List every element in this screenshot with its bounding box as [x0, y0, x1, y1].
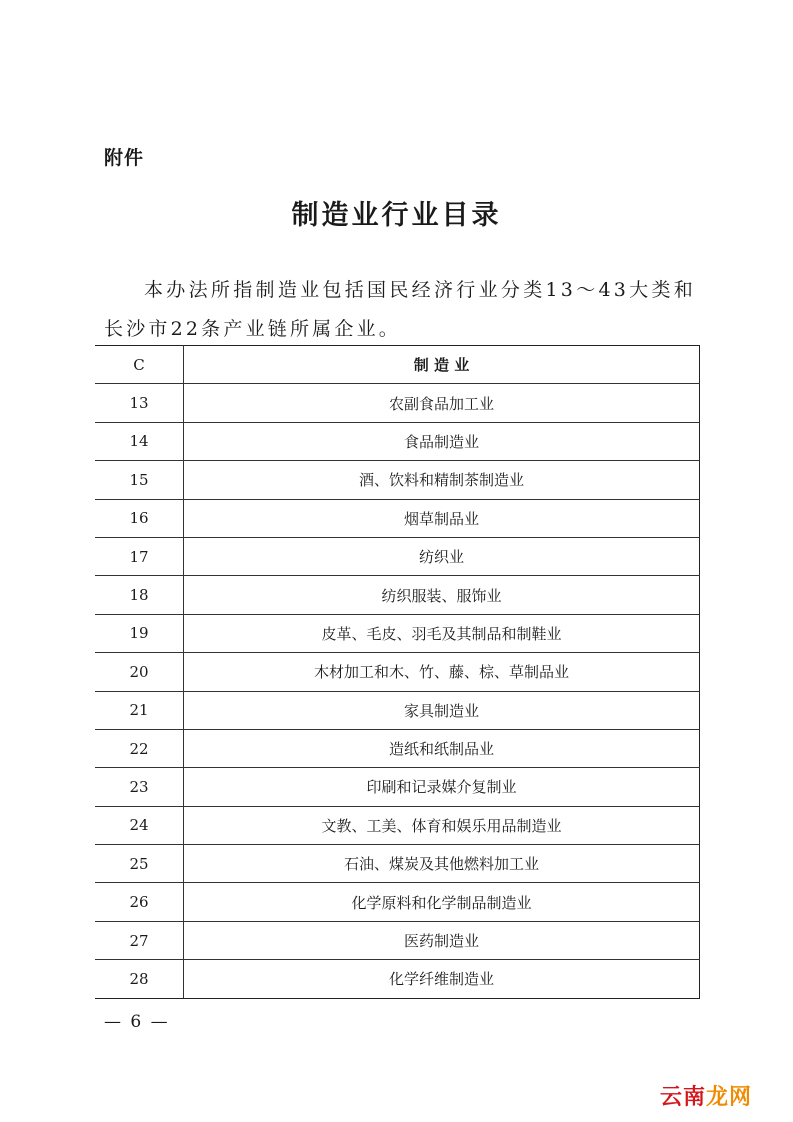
table-row	[95, 422, 700, 460]
table-row	[95, 461, 700, 499]
industry-name-cell: 造纸和纸制品业	[184, 729, 700, 767]
table-row	[95, 883, 700, 921]
table-row	[95, 768, 700, 806]
table-header-row	[95, 346, 700, 384]
industry-code-cell: 14	[95, 422, 184, 460]
industry-catalog-table	[95, 345, 700, 999]
industry-name-cell: 烟草制品业	[184, 499, 700, 537]
industry-name-cell: 酒、饮料和精制茶制造业	[184, 461, 700, 499]
industry-code-cell: 24	[95, 806, 184, 844]
industry-code-cell: 15	[95, 461, 184, 499]
table-row	[95, 729, 700, 767]
table-row	[95, 653, 700, 691]
industry-name-cell: 文教、工美、体育和娱乐用品制造业	[184, 806, 700, 844]
intro-paragraph: 本办法所指制造业包括国民经济行业分类13～43大类和长沙市22条产业链所属企业。	[104, 279, 696, 340]
industry-name-cell: 纺织服装、服饰业	[184, 576, 700, 614]
industry-name-cell: 化学原料和化学制品制造业	[184, 883, 700, 921]
table-row	[95, 691, 700, 729]
industry-code-cell: 23	[95, 768, 184, 806]
industry-code-cell: 13	[95, 384, 184, 422]
industry-code-cell: 27	[95, 921, 184, 959]
industry-name-cell: 皮革、毛皮、羽毛及其制品和制鞋业	[184, 614, 700, 652]
table-row	[95, 384, 700, 422]
header-code-cell: C	[95, 346, 184, 384]
industry-name-cell: 木材加工和木、竹、藤、棕、草制品业	[184, 653, 700, 691]
industry-code-cell: 20	[95, 653, 184, 691]
watermark-logo	[660, 1080, 752, 1111]
industry-name-cell: 农副食品加工业	[184, 384, 700, 422]
header-name-cell: 制 造 业	[184, 346, 700, 384]
industry-code-cell: 17	[95, 537, 184, 575]
industry-code-cell: 25	[95, 845, 184, 883]
industry-name-cell: 纺织业	[184, 537, 700, 575]
industry-code-cell: 26	[95, 883, 184, 921]
watermark-text-part1: 云南	[660, 1085, 707, 1110]
table-row	[95, 806, 700, 844]
page-number: — 6 —	[104, 1012, 170, 1032]
table-row	[95, 499, 700, 537]
industry-code-cell: 21	[95, 691, 184, 729]
industry-name-cell: 化学纤维制造业	[184, 960, 700, 998]
attachment-label: 附件	[104, 147, 145, 169]
industry-name-cell: 食品制造业	[184, 422, 700, 460]
industry-code-cell: 22	[95, 729, 184, 767]
document-title: 制造业行业目录	[291, 200, 502, 231]
industry-name-cell: 家具制造业	[184, 691, 700, 729]
table-row	[95, 576, 700, 614]
industry-code-cell: 19	[95, 614, 184, 652]
table-row	[95, 960, 700, 998]
industry-code-cell: 28	[95, 960, 184, 998]
industry-name-cell: 石油、煤炭及其他燃料加工业	[184, 845, 700, 883]
industry-name-cell: 医药制造业	[184, 921, 700, 959]
industry-name-cell: 印刷和记录媒介复制业	[184, 768, 700, 806]
table-row	[95, 537, 700, 575]
table-row	[95, 921, 700, 959]
industry-code-cell: 16	[95, 499, 184, 537]
table-row	[95, 845, 700, 883]
watermark-text-part2: 龙网	[706, 1085, 753, 1110]
table-row	[95, 614, 700, 652]
industry-code-cell: 18	[95, 576, 184, 614]
